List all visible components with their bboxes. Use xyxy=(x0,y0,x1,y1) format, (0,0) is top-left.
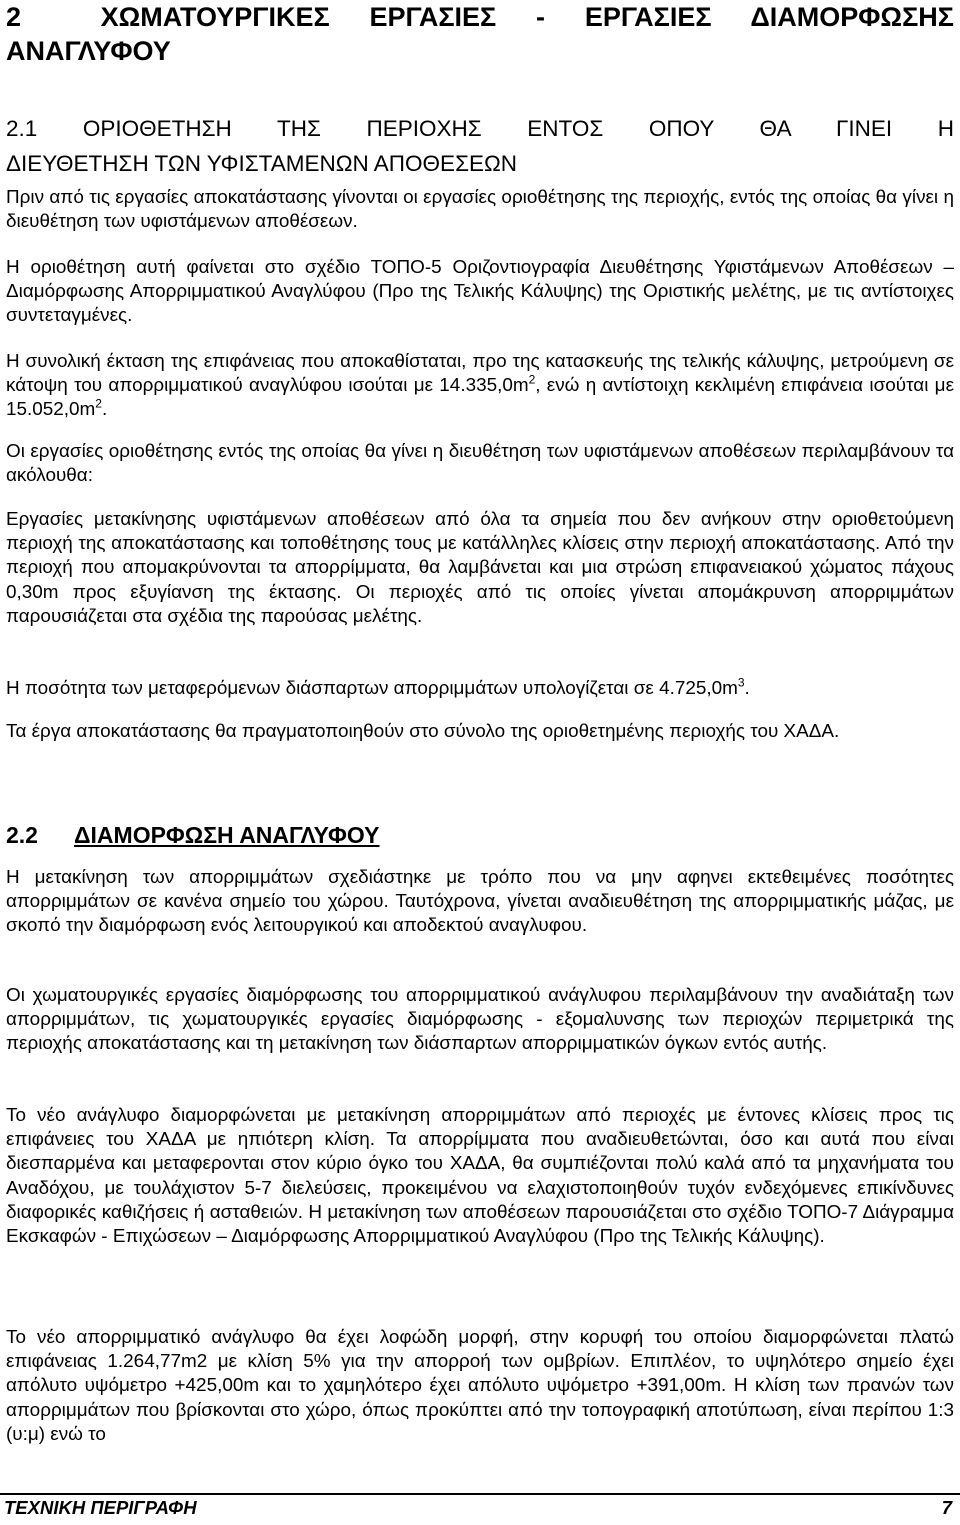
paragraph-2-1-1: Πριν από τις εργασίες αποκατάστασης γίνονται οι εργασίες οριοθέτησης της περιοχής, εντός της οποίας θα γίνει η διευθέτηση των υφιστάμενων αποθέσεων. xyxy=(6,187,954,233)
paragraph-2-1-6: Η ποσότητα των μεταφερόμενων διάσπαρτων απορριμμάτων υπολογίζεται σε $4.725,0m^3$. xyxy=(6,675,750,699)
paragraph-2-2-3: Το νέο ανάγλυφο διαμορφώνεται με μετακίνηση απορριμμάτων από περιοχές με έντονες κλίσεις προς τις επιφάνειες του ΧΑΔΑ με ηπιότερη κλίση. Τα απορρίμματα που αναδιευθετώνται, όσο και αυτά που είναι διεσπαρμένα και μεταφερονται στον κύριο όγκο του ΧΑΔΑ, θα συμπιέζονται πολύ καλά από τα μηχανήματα του Αναδόχου, με τουλάχιστον 5-7 διελεύσεις, προκειμένου να ελαχιστοποιηθούν τυχόν ενδεχόμενες επικίνδυνες διαφορικές καθιζήσεις ή ασταθειών. Η μετακίνηση των αποθέσεων παρουσιάζεται στο σχέδιο ΤΟΠΟ-7 Διάγραμμα Εκσκαφών - Επιχώσεων – Διαμόρφωσης Απορριμματικού Αναγλύφου (Προ της Τελικής Κάλυψης). xyxy=(6,1105,954,1248)
paragraph-2-2-1: Η μετακίνηση των απορριμμάτων σχεδιάστηκε με τρόπο που να μην αφηνει εκτεθειμένες ποσότητες απορριμμάτων σε κανένα σημείο του χώρου. Ταυτόχρονα, γίνεται αναδιευθέτηση της απορριμματικής μάζας, με σκοπό την διαμόρφωση ενός λειτουργικού και αποδεκτού αναγλυφου. xyxy=(6,867,954,937)
section-2-title-line2: ΑΝΑΓΛΥΦΟΥ xyxy=(6,36,171,66)
section-2-1-title-line1: 2.1 ΟΡΙΟΘΕΤΗΣΗ ΤΗΣ ΠΕΡΙΟΧΗΣ ΕΝΤΟΣ ΟΠΟΥ ΘΑ ΓΙΝΕΙ Η xyxy=(6,116,954,141)
section-2-heading xyxy=(6,0,954,68)
paragraph-2-1-2: Η οριοθέτηση αυτή φαίνεται στο σχέδιο ΤΟΠΟ-5 Οριζοντιογραφία Διευθέτησης Υφιστάμενων Αποθέσεων – Διαμόρφωσης Απορριμματικού Αναγλύφου (Προ της Τελικής Κάλυψης) της Οριστικής μελέτης, με τις αντίστοιχες συντεταγμένες. xyxy=(6,257,954,327)
section-2-1-title-line2: ΔΙΕΥΘΕΤΗΣΗ ΤΩΝ ΥΦΙΣΤΑΜΕΝΩΝ ΑΠΟΘΕΣΕΩΝ xyxy=(6,151,518,176)
section-2-2-title: ΔΙΑΜΟΡΦΩΣΗ ΑΝΑΓΛΥΦΟΥ xyxy=(74,822,380,848)
paragraph-2-2-2: Οι χωματουργικές εργασίες διαμόρφωσης του απορριμματικού ανάγλυφου περιλαμβάνουν την αναδιάταξη των απορριμμάτων, τις χωματουργικές εργασίες διαμόρφωσης - εξομαλυνσης των περιοχών περιμετρικά της περιοχής αποκατάστασης και τη μετακίνηση των διάσπαρτων απορριμματικών όγκων εντός αυτής. xyxy=(6,985,954,1055)
paragraph-2-1-5: Εργασίες μετακίνησης υφιστάμενων αποθέσεων από όλα τα σημεία που δεν ανήκουν στην οριοθετούμενη περιοχή της αποκατάστασης και τοποθέτησης τους με κατάλληλες κλίσεις στην περιοχή αποκατάστασης. Από την περιοχή που απομακρύνονται τα απορρίμματα, θα λαμβάνεται και μια στρώση επιφανειακού χώματος πάχους 0,30m προς εξυγίανση της έκτασης. Οι περιοχές από τις οποίες γίνεται απομάκρυνση απορριμμάτων παρουσιάζεται στα σχέδια της παρούσας μελέτης. xyxy=(6,509,954,627)
page-number: 7 xyxy=(941,1497,952,1518)
section-2-1-heading xyxy=(6,111,954,181)
paragraph-2-1-4: Οι εργασίες οριοθέτησης εντός της οποίας θα γίνει η διευθέτηση των υφιστάμενων αποθέσεων περιλαμβάνουν τα ακόλουθα: xyxy=(6,441,954,487)
paragraph-2-1-7: Τα έργα αποκατάστασης θα πραγματοποιηθούν στο σύνολο της οριοθετημένης περιοχής του ΧΑΔΑ. xyxy=(6,721,840,742)
section-2-2-number: 2.2 xyxy=(6,822,38,848)
footer-title: ΤΕΧΝΙΚΗ ΠΕΡΙΓΡΑΦΗ xyxy=(4,1497,197,1518)
section-2-2-heading xyxy=(6,818,380,852)
footer-divider xyxy=(0,1493,960,1495)
section-2-number: 2 xyxy=(6,2,22,32)
paragraph-2-1-3: Η συνολική έκταση της επιφάνειας που αποκαθίσταται, προ της κατασκευής της τελικής κάλυψης, μετρούμενη σε κάτοψη του απορριμματικού αναγλύφου ισούται με $14.335,0m^2$, ενώ η αντίστοιχη κεκλιμένη επιφάνεια ισούται με $15.052,0m^2$. xyxy=(6,351,954,421)
paragraph-2-2-4: Το νέο απορριμματικό ανάγλυφο θα έχει λοφώδη μορφή, στην κορυφή του οποίου διαμορφώνεται πλατώ επιφάνειας 1.264,77m2 με κλίση 5% για την απορροή των ομβρίων. Επιπλέον, το υψηλότερο σημείο έχει απόλυτο υψόμετρο +425,00m και το χαμηλότερο έχει απόλυτο υψόμετρο +391,00m. Η κλίση των πρανών των απορριμμάτων που βρίσκονται στο χώρο, όπως προκύπτει από την τοπογραφική αποτύπωση, είναι περίπου 1:3 (υ:μ) ενώ το xyxy=(6,1327,954,1445)
section-2-title-line1: ΧΩΜΑΤΟΥΡΓΙΚΕΣ ΕΡΓΑΣΙΕΣ - ΕΡΓΑΣΙΕΣ ΔΙΑΜΟΡΦΩΣΗΣ xyxy=(100,2,954,32)
